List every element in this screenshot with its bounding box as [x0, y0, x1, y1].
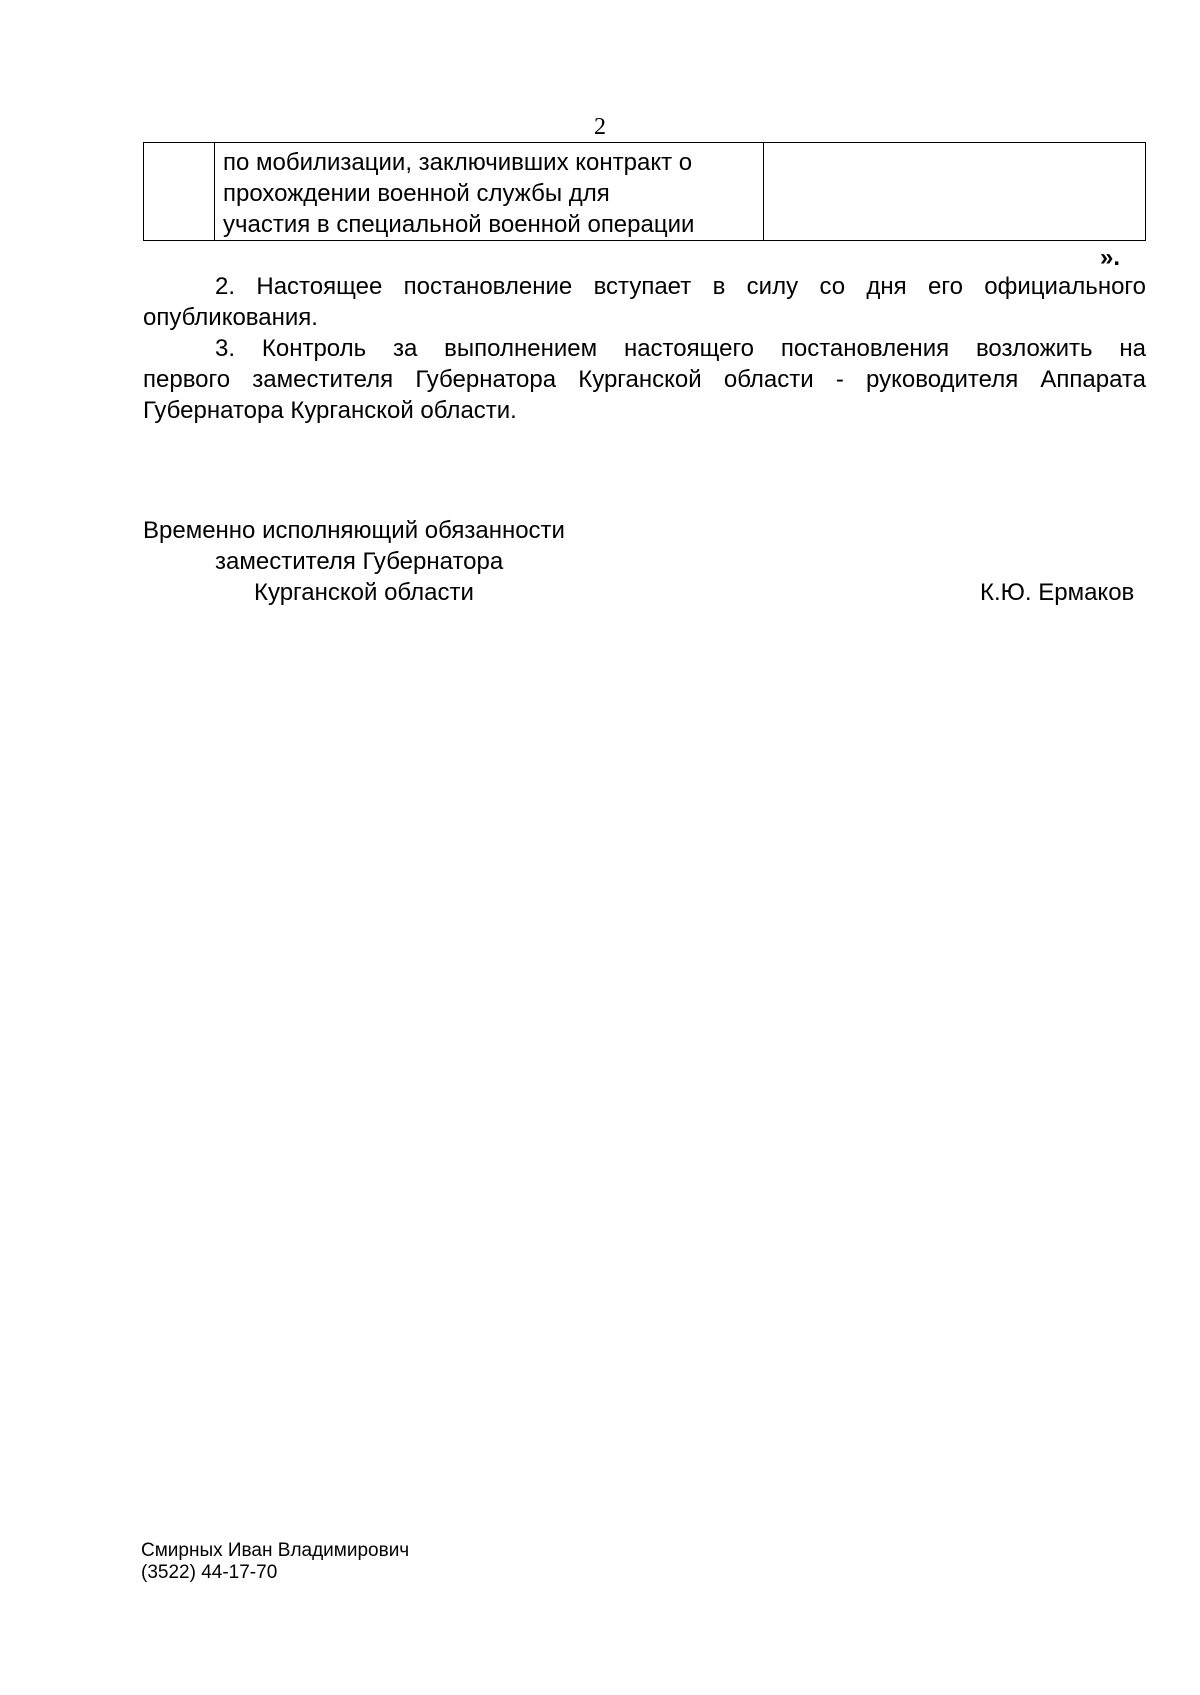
- paragraph-2: [143, 271, 1146, 333]
- position-line-2: заместителя Губернатора: [215, 548, 504, 575]
- table-cell-empty: [764, 143, 1146, 241]
- paragraph-3-line-2: первого заместителя Губернатора Курганской области - руководителя Аппарата: [143, 366, 1146, 393]
- page-number: 2: [594, 114, 606, 140]
- paragraph-3-line-3: Губернатора Курганской области.: [143, 397, 517, 424]
- table-cell-text: [215, 143, 764, 241]
- contact-name: Смирных Иван Владимирович: [141, 1540, 410, 1561]
- signatory-position: [143, 515, 565, 608]
- table-cell-number: [144, 143, 215, 241]
- closing-quote: ».: [1100, 244, 1121, 271]
- contact-phone: (3522) 44-17-70: [141, 1562, 278, 1583]
- table-text-line-2: прохождении военной службы для: [223, 180, 610, 207]
- paragraph-2-line-1: 2. Настоящее постановление вступает в силу со дня его официального: [215, 273, 1146, 300]
- table-text-line-3: участия в специальной военной операции: [223, 211, 695, 238]
- contact-block: [141, 1540, 409, 1584]
- table-row: [144, 143, 1146, 241]
- position-line-3: Курганской области: [254, 579, 474, 606]
- paragraph-2-line-2: опубликования.: [143, 304, 318, 331]
- paragraph-3: [143, 333, 1146, 426]
- table-text-line-1: по мобилизации, заключивших контракт о: [223, 149, 693, 176]
- table-fragment: [143, 142, 1146, 241]
- paragraph-3-line-1: 3. Контроль за выполнением настоящего постановления возложить на: [215, 335, 1146, 362]
- signatory-name: К.Ю. Ермаков: [980, 579, 1135, 606]
- position-line-1: Временно исполняющий обязанности: [143, 517, 565, 544]
